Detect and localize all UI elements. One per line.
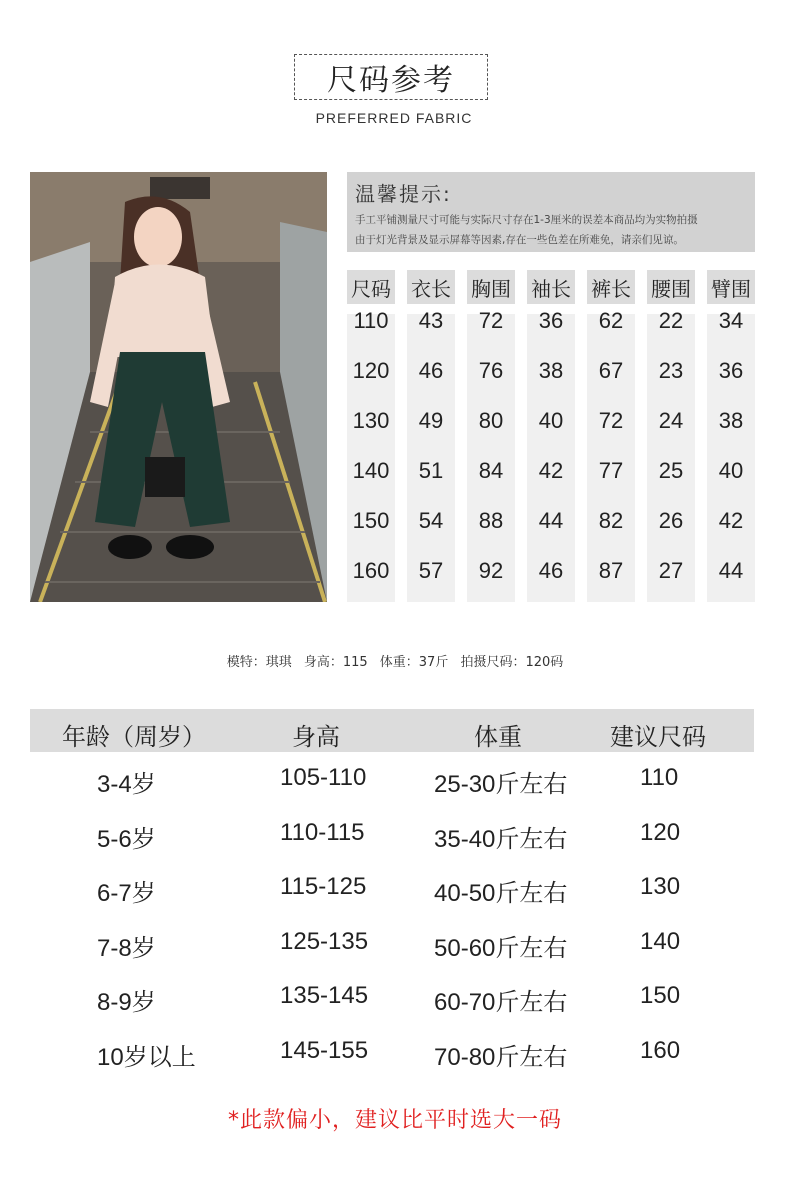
size-cell: 87 [598,558,624,583]
size-cell: 46 [538,558,564,583]
height-cell: 115-125 [280,873,367,900]
size-cell: 88 [478,508,504,533]
height-cell: 135-145 [280,982,369,1009]
size-cell: 120 [640,819,681,846]
page-title: 尺码参考 [327,63,455,98]
size-cell: 51 [418,458,444,483]
size-cell: 42 [718,508,744,533]
notice-text-line-2: 由于灯光背景及显示屏幕等因素,存在一些色差在所难免，请亲们见谅。 [355,234,684,246]
size-column-header: 腰围 [647,270,695,304]
size-cell: 46 [418,358,444,383]
size-cell: 80 [478,408,504,433]
size-cell: 36 [718,358,744,383]
weight-cell: 35-40斤左右 [434,826,568,853]
size-title-box [294,54,488,100]
weight-cell: 70-80斤左右 [434,1044,568,1071]
size-cell: 36 [538,308,564,333]
size-column-header: 衣长 [407,270,455,304]
size-column-header: 裤长 [587,270,635,304]
notice-title: 温馨提示: [355,182,452,206]
size-cell: 54 [418,508,444,533]
weight-cell: 25-30斤左右 [434,771,568,798]
size-column [707,270,755,583]
table-row [30,926,754,966]
size-column [587,270,635,583]
size-cell: 150 [640,982,681,1009]
size-cell: 130 [640,873,681,900]
size-cell: 77 [598,458,624,483]
size-cell: 43 [418,308,444,333]
size-column-header: 尺码 [347,270,395,304]
size-cell: 110 [640,764,679,791]
size-cell: 120 [352,358,390,383]
age-cell: 8-9岁 [97,989,156,1016]
size-column-body [527,308,575,602]
size-cell: 82 [598,508,624,533]
size-cell: 38 [718,408,744,433]
age-cell: 7-8岁 [97,935,156,962]
size-column-body [587,308,635,602]
size-column [467,270,515,583]
size-column-body [707,308,755,602]
size-cell: 150 [352,508,390,533]
notice-box [347,172,755,252]
size-cell: 160 [352,558,390,583]
age-header-size: 建议尺码 [610,723,706,751]
size-cell: 62 [598,308,624,333]
model-photo [30,172,327,602]
size-note: *此款偏小，建议比平时选大一码 [227,1108,562,1133]
size-cell: 26 [658,508,684,533]
size-column [407,270,455,583]
age-cell: 6-7岁 [97,880,156,907]
size-column-body [407,308,455,602]
size-cell: 84 [478,458,504,483]
size-cell: 76 [478,358,504,383]
size-cell: 40 [718,458,744,483]
height-cell: 125-135 [280,928,369,955]
age-cell: 5-6岁 [97,826,156,853]
page-subtitle: PREFERRED FABRIC [315,110,473,126]
size-column-header: 袖长 [527,270,575,304]
size-cell: 34 [718,308,744,333]
age-cell: 3-4岁 [97,771,156,798]
size-cell: 72 [478,308,504,333]
notice-text-line-1: 手工平铺测量尺寸可能与实际尺寸存在1-3厘米的误差本商品均为实物拍摄 [355,214,698,226]
size-column [647,270,695,583]
weight-cell: 60-70斤左右 [434,989,568,1016]
size-column-body [647,308,695,602]
size-cell: 44 [718,558,744,583]
size-column-header: 胸围 [467,270,515,304]
size-cell: 110 [353,308,389,333]
size-cell: 130 [352,408,390,433]
weight-cell: 50-60斤左右 [434,935,568,962]
height-cell: 145-155 [280,1037,369,1064]
size-cell: 44 [538,508,564,533]
table-row [30,762,754,802]
height-cell: 105-110 [280,764,367,791]
table-row [30,871,754,911]
age-header-height: 身高 [292,723,340,751]
size-cell: 92 [478,558,504,583]
size-cell: 49 [418,408,444,433]
size-column [527,270,575,583]
size-cell: 40 [538,408,564,433]
size-cell: 42 [538,458,564,483]
size-cell: 23 [658,358,684,383]
size-cell: 22 [658,308,684,333]
age-header-age: 年龄（周岁） [62,723,206,751]
size-cell: 140 [640,928,681,955]
table-row [30,1035,754,1075]
age-table-header [30,709,754,752]
age-cell: 10岁以上 [97,1044,196,1071]
size-column [347,270,395,583]
age-header-weight: 体重 [474,723,522,751]
table-row [30,817,754,857]
size-cell: 38 [538,358,564,383]
size-cell: 67 [598,358,624,383]
size-cell: 25 [658,458,684,483]
size-cell: 24 [658,408,684,433]
size-column-body [467,308,515,602]
weight-cell: 40-50斤左右 [434,880,568,907]
size-cell: 57 [418,558,444,583]
size-cell: 72 [598,408,624,433]
table-row [30,980,754,1020]
height-cell: 110-115 [280,819,365,846]
model-info: 模特：琪琪 身高：115 体重：37斤 拍摄尺码：120码 [226,655,564,670]
size-column-body [347,308,395,602]
size-cell: 140 [352,458,390,483]
size-column-header: 臂围 [707,270,755,304]
size-cell: 160 [640,1037,681,1064]
size-cell: 27 [658,558,684,583]
